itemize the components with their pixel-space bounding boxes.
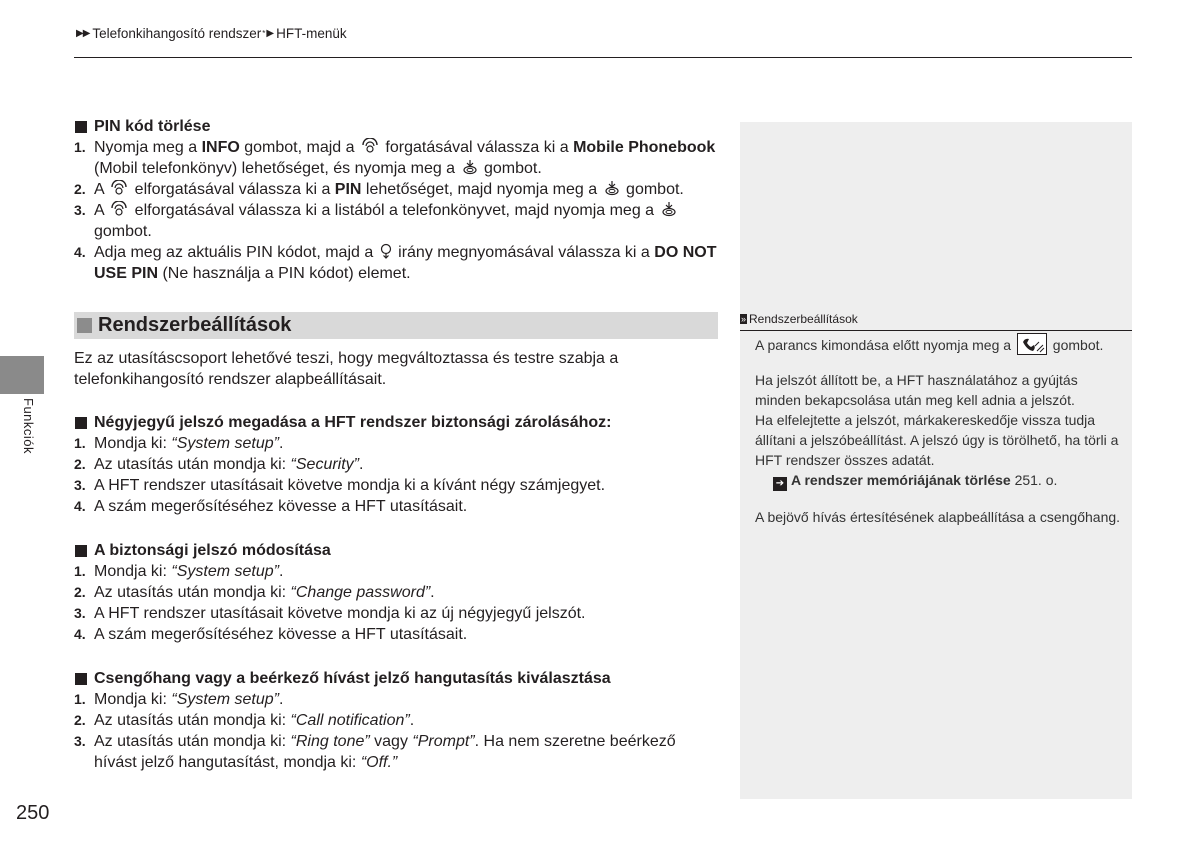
step-text: . <box>409 712 415 729</box>
step-text: Nyomja meg a <box>94 139 202 156</box>
subheading-text: A biztonsági jelszó módosítása <box>94 542 331 559</box>
step-number: 4. <box>74 498 86 514</box>
voice-command: “Change password” <box>290 584 431 601</box>
step-number: 4. <box>74 244 86 260</box>
step-number: 3. <box>74 202 86 218</box>
step-number: 3. <box>74 477 86 493</box>
subheading <box>74 412 718 433</box>
step-text: (Ne használja a PIN kódot) elemet. <box>158 265 411 282</box>
subheading <box>74 540 718 561</box>
square-bullet-icon <box>75 673 87 685</box>
note-paragraph: A bejövő hívás értesítésének alapbeállítása a csengőhang. <box>755 509 1121 525</box>
list-item <box>74 731 718 773</box>
page-number: 250 <box>16 802 50 824</box>
step-list <box>74 137 718 284</box>
section-intro: Ez az utasításcsoport lehetővé teszi, hogy megváltoztassa és testre szabja a telefonkihangosító rendszer alapbeállításait. <box>74 350 619 388</box>
double-arrow-icon: ▶▶ <box>76 28 90 39</box>
step-number: 2. <box>74 456 86 472</box>
subheading-text: PIN kód törlése <box>94 118 211 135</box>
note-paragraph <box>755 333 1125 355</box>
note-text: gombot. <box>1048 337 1104 353</box>
step-text: . <box>430 584 435 601</box>
step-text: Az utasítás után mondja ki: <box>94 712 291 729</box>
ring-tone-block <box>74 668 718 773</box>
step-text: lehetőséget, majd nyomja meg a <box>361 181 602 198</box>
list-item <box>74 582 718 603</box>
list-item <box>74 200 718 242</box>
list-item <box>74 242 718 284</box>
step-text: A szám megerősítéséhez kövesse a HFT utasításait. <box>94 626 468 643</box>
voice-command: “Ring tone” <box>290 733 370 750</box>
subheading-text: Négyjegyű jelszó megadása a HFT rendszer biztonsági zárolásához: <box>94 414 612 431</box>
step-number: 1. <box>74 691 86 707</box>
step-text: vagy <box>369 733 413 750</box>
note-heading <box>740 312 1132 326</box>
reference-arrow-icon: ➔ <box>773 477 787 491</box>
down-direction-icon <box>380 243 392 259</box>
step-list <box>74 433 718 517</box>
step-number: 4. <box>74 626 86 642</box>
step-text: (Mobil telefonkönyv) lehetőséget, és nyomja meg a <box>94 160 460 177</box>
step-number: 1. <box>74 563 86 579</box>
step-text: Mondja ki: <box>94 563 172 580</box>
pin-delete-section <box>74 116 718 284</box>
section-heading <box>74 312 718 339</box>
voice-command: “System setup” <box>171 691 279 708</box>
chapter-label: Funkciók <box>21 398 36 455</box>
asterisk-mark: * <box>262 29 266 38</box>
step-number: 2. <box>74 712 86 728</box>
list-item <box>74 496 718 517</box>
step-text: gombot. <box>621 181 684 198</box>
step-number: 1. <box>74 139 86 155</box>
step-number: 2. <box>74 584 86 600</box>
list-item <box>74 137 718 179</box>
press-dial-icon <box>604 180 620 196</box>
step-text: . <box>278 691 284 708</box>
step-number: 3. <box>74 605 86 621</box>
voice-command: “Call notification” <box>290 712 410 729</box>
step-keyword: INFO <box>201 139 240 156</box>
change-password-block <box>74 540 718 645</box>
list-item <box>74 433 718 454</box>
step-text: forgatásával válassza ki a <box>380 139 574 156</box>
interface-dial-icon <box>110 180 128 196</box>
note-text: A parancs kimondása előtt nyomja meg a <box>755 337 1015 353</box>
step-text: . Ha nem szeretne beérkező hívást jelző hangutasítást, mondja ki: <box>94 733 676 771</box>
list-item <box>74 603 718 624</box>
security-lock-block <box>74 412 718 517</box>
step-text: gombot. <box>94 223 152 240</box>
step-text: Az utasítás után mondja ki: <box>94 584 291 601</box>
press-dial-icon <box>661 201 677 217</box>
step-number: 2. <box>74 181 86 197</box>
step-number: 3. <box>74 733 86 749</box>
breadcrumb <box>76 26 347 41</box>
note-heading-text: Rendszerbeállítások <box>749 312 858 326</box>
arrow-icon: ▶ <box>266 28 275 39</box>
step-text: elforgatásával válassza ki a listából a telefonkönyvet, majd nyomja meg a <box>130 202 659 219</box>
step-number: 1. <box>74 435 86 451</box>
step-text: irány megnyomásával válassza ki a <box>393 244 655 261</box>
square-bullet-icon <box>77 318 92 333</box>
note-paragraph <box>755 370 1125 491</box>
step-list <box>74 689 718 773</box>
square-bullet-icon <box>75 417 87 429</box>
list-item <box>74 179 718 200</box>
step-text: A <box>94 202 109 219</box>
list-item <box>74 710 718 731</box>
note-text: Ha elfelejtette a jelszót, márkakereskedője vissza tudja állítani a jelszóbeállítást. A jelszó úgy is törölhető, ha törli a HFT rendszer összes adatát. <box>755 412 1119 468</box>
step-text: A szám megerősítéséhez kövesse a HFT utasításait. <box>94 498 468 515</box>
list-item <box>74 689 718 710</box>
chapter-tab <box>0 356 44 394</box>
step-text: A HFT rendszer utasításait követve mondja ki a kívánt négy számjegyet. <box>94 477 606 494</box>
breadcrumb-item-menus: HFT-menük <box>276 26 347 41</box>
talk-button-icon <box>1017 333 1047 355</box>
voice-command: “Security” <box>290 456 359 473</box>
voice-command: “Off.” <box>360 754 398 771</box>
step-text: Mondja ki: <box>94 691 172 708</box>
square-bullet-icon <box>75 545 87 557</box>
step-keyword: PIN <box>334 181 362 198</box>
breadcrumb-item-hft: Telefonkihangosító rendszer <box>92 26 262 41</box>
interface-dial-icon <box>361 138 379 154</box>
press-dial-icon <box>462 159 478 175</box>
step-text: Adja meg az aktuális PIN kódot, majd a <box>94 244 378 261</box>
voice-command: “System setup” <box>171 563 279 580</box>
step-keyword: Mobile Phonebook <box>573 139 716 156</box>
step-keyword: DO NOT USE PIN <box>94 244 717 282</box>
step-text: . <box>359 456 364 473</box>
step-text: Mondja ki: <box>94 435 172 452</box>
step-text: . <box>278 435 284 452</box>
section-title: Rendszerbeállítások <box>98 314 292 336</box>
list-item <box>74 475 718 496</box>
step-text: gombot, majd a <box>239 139 359 156</box>
subheading-text: Csengőhang vagy a beérkező hívást jelző hangutasítás kiválasztása <box>94 670 611 687</box>
reference-title: A rendszer memóriájának törlése <box>791 472 1011 488</box>
subheading <box>74 116 718 137</box>
voice-command: “System setup” <box>171 435 279 452</box>
step-text: A <box>94 181 109 198</box>
note-arrow-icon: » <box>741 314 747 324</box>
voice-command: “Prompt” <box>412 733 475 750</box>
step-text: . <box>278 563 284 580</box>
note-text: Ha jelszót állított be, a HFT használatához a gyújtás minden bekapcsolása után meg kell adnia a jelszót. <box>755 372 1078 408</box>
step-text: A HFT rendszer utasításait követve mondja ki az új négyjegyű jelszót. <box>94 605 586 622</box>
interface-dial-icon <box>110 201 128 217</box>
square-bullet-icon <box>75 121 87 133</box>
step-text: elforgatásával válassza ki a <box>130 181 335 198</box>
note-rule <box>740 330 1132 331</box>
subheading <box>74 668 718 689</box>
list-item <box>74 624 718 645</box>
step-text: Az utasítás után mondja ki: <box>94 456 291 473</box>
step-text: gombot. <box>479 160 542 177</box>
step-text: Az utasítás után mondja ki: <box>94 733 291 750</box>
header-rule <box>74 57 1132 58</box>
reference-page: 251. o. <box>1010 472 1058 488</box>
cross-reference[interactable] <box>755 470 1125 491</box>
list-item <box>74 561 718 582</box>
list-item <box>74 454 718 475</box>
step-list <box>74 561 718 645</box>
